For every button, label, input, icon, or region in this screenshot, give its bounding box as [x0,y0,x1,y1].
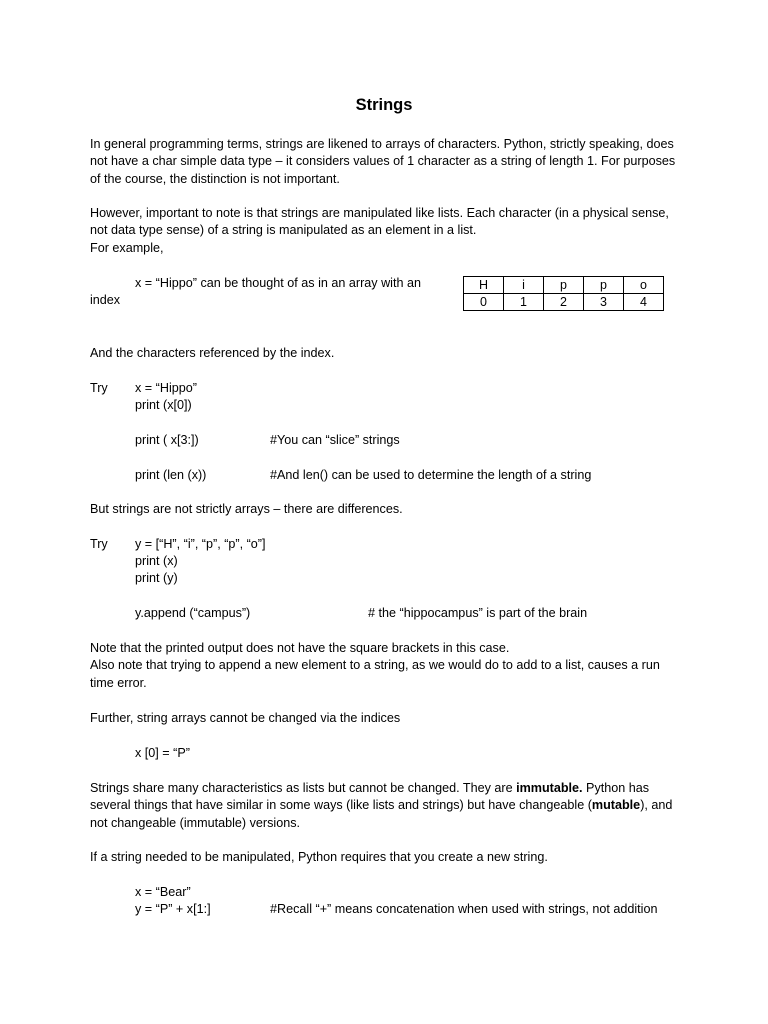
notes-paragraph [90,640,682,692]
bold-term: immutable. [516,781,583,795]
table-cell: H [464,277,504,294]
intro-paragraph: In general programming terms, strings are likened to arrays of characters. Python, strictly speaking, does not have a char simple data type – it considers values of 1 character as a string of length 1. For purposes of the course, the distinction is not important. [90,137,676,186]
code-comment: #Recall “+” means concatenation when used with strings, not addition [270,902,658,916]
code-line: y = “P” + x[1:] [135,902,211,916]
manipulation-text: However, important to note is that strings are manipulated like lists. Each character (in a physical sense, not data type sense) of a string is manipulated as an element in a list. [90,206,669,238]
further-text: Further, string arrays cannot be changed via the indices [90,711,401,725]
immutable-paragraph [90,780,682,832]
table-cell: p [544,277,584,294]
index-table [463,276,664,311]
table-cell: 0 [464,294,504,311]
code-line: x [0] = “P” [135,746,190,760]
code-comment: #And len() can be used to determine the length of a string [270,468,592,482]
new-string-text: If a string needed to be manipulated, Python requires that you create a new string. [90,850,548,864]
code-comment: #You can “slice” strings [270,433,400,447]
code-line: print (y) [135,571,178,585]
page-title: Strings [355,96,413,114]
code-comment: # the “hippocampus” is part of the brain [368,606,588,620]
table-cell: o [624,277,664,294]
code-line: print (len (x)) [135,468,207,482]
table-cell: 3 [584,294,624,311]
table-cell: 4 [624,294,664,311]
bold-term: mutable [591,798,641,813]
text-span: Strings share many characteristics as lists but cannot be changed. They are [90,781,517,795]
code-line: y.append (“campus”) [135,606,251,620]
code-line: print ( x[3:]) [135,433,199,447]
example-line: x = “Hippo” can be thought of as in an array with an [135,276,421,290]
table-cell: i [504,277,544,294]
text-span: ), and not changeable (immutable) versions. [90,798,673,830]
code-line: print (x) [135,554,178,568]
note-text: Also note that trying to append a new element to a string, as we would do to add to a list, causes a run time error. [90,658,660,690]
code-line: print (x[0]) [135,398,192,412]
code-line: x = “Hippo” [135,381,197,395]
code-line: x = “Bear” [135,885,191,899]
char-row [464,277,664,294]
index-row [464,294,664,311]
note-text: Note that the printed output does not have the square brackets in this case. [90,641,510,655]
try-label: Try [90,381,108,395]
table-cell: p [584,277,624,294]
text-span: Python has several things that have similar in some ways (like lists and strings) but have changeable ( [90,781,650,813]
manipulation-paragraph [90,205,682,257]
table-cell: 2 [544,294,584,311]
for-example-text: For example, [90,240,164,255]
example-index-word: index [90,293,121,307]
not-arrays-text: But strings are not strictly arrays – there are differences. [90,502,403,516]
table-cell: 1 [504,294,544,311]
code-line: y = [“H”, “i”, “p”, “p”, “o”] [135,537,266,551]
try-label: Try [90,537,108,551]
chars-referenced-text: And the characters referenced by the index. [90,346,335,360]
